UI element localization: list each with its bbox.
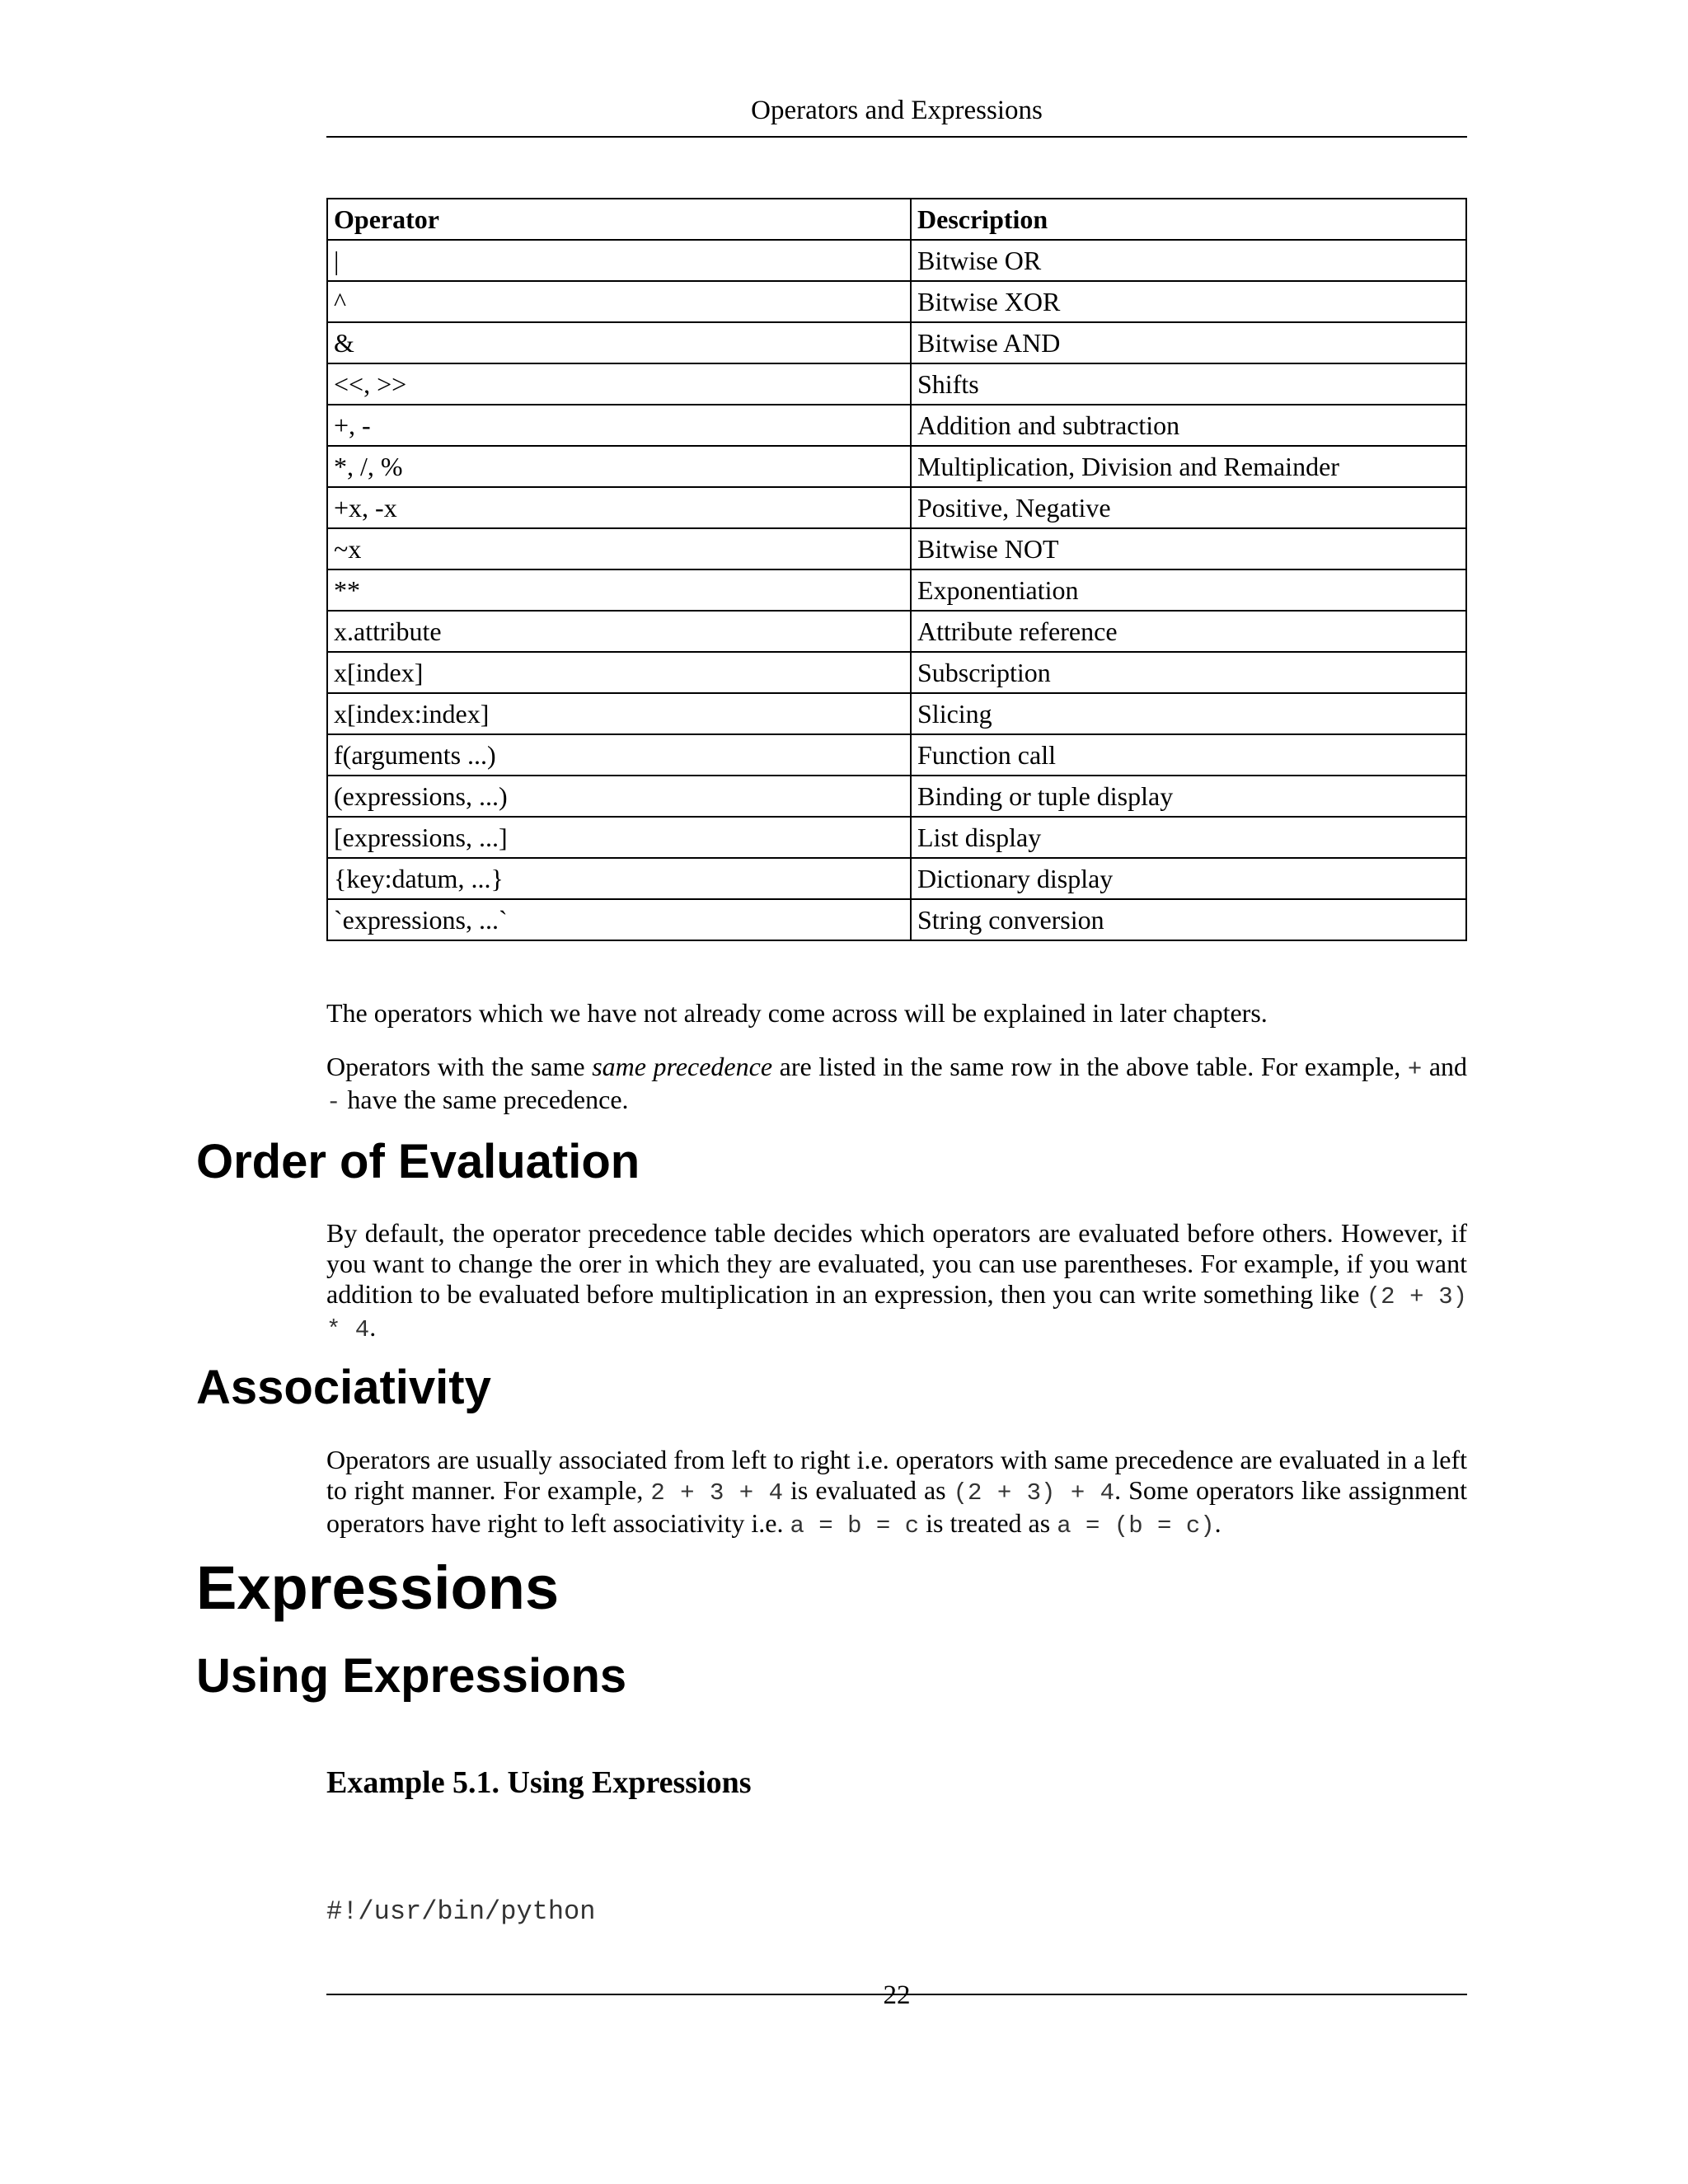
header-rule xyxy=(326,136,1467,138)
table-row xyxy=(327,240,1466,281)
operator-cell: [expressions, ...] xyxy=(327,817,911,858)
operator-cell: {key:datum, ...} xyxy=(327,858,911,899)
column-header-operator: Operator xyxy=(327,199,911,240)
table-row xyxy=(327,446,1466,487)
operator-cell: x[index:index] xyxy=(327,693,911,734)
table-row xyxy=(327,734,1466,776)
assoc-text-3: . Some operators like assignment operators have right to left associativity i.e. xyxy=(326,1475,1468,1538)
table-row xyxy=(327,899,1466,940)
later-chapters-paragraph: The operators which we have not already come across will be explained in later chapters. xyxy=(326,998,1268,1028)
description-cell: Multiplication, Division and Remainder xyxy=(911,446,1466,487)
heading-using-expressions: Using Expressions xyxy=(196,1649,627,1703)
order-example-code: (2 + 3) * 4 xyxy=(326,1283,1468,1343)
description-cell: Attribute reference xyxy=(911,611,1466,652)
order-text-end: . xyxy=(369,1312,377,1342)
table-row xyxy=(327,363,1466,405)
operator-cell: (expressions, ...) xyxy=(327,776,911,817)
table-row xyxy=(327,405,1466,446)
operator-cell: f(arguments ...) xyxy=(327,734,911,776)
description-cell: Exponentiation xyxy=(911,569,1466,611)
precedence-text-4: have the same precedence. xyxy=(340,1085,629,1114)
table-body xyxy=(327,240,1466,940)
description-cell: Shifts xyxy=(911,363,1466,405)
assoc-text-1: Operators are usually associated from left to right i.e. operators with same precedence are evaluated in a left to right manner. For example, xyxy=(326,1445,1467,1505)
associativity-paragraph xyxy=(326,1445,1467,1541)
precedence-text-3: and xyxy=(1422,1052,1468,1081)
operator-cell: & xyxy=(327,322,911,363)
operator-precedence-table xyxy=(326,198,1467,941)
description-cell: Positive, Negative xyxy=(911,487,1466,528)
table-row xyxy=(327,322,1466,363)
assoc-code-3: a = b = c xyxy=(790,1512,920,1540)
assoc-code-1: 2 + 3 + 4 xyxy=(650,1479,784,1507)
description-cell: Subscription xyxy=(911,652,1466,693)
description-cell: Bitwise XOR xyxy=(911,281,1466,322)
operator-cell: x.attribute xyxy=(327,611,911,652)
description-cell: List display xyxy=(911,817,1466,858)
assoc-text-2: is evaluated as xyxy=(783,1475,954,1505)
assoc-text-5: . xyxy=(1214,1508,1221,1538)
plus-operator-code: + xyxy=(1407,1056,1423,1083)
column-header-description: Description xyxy=(911,199,1466,240)
table-row xyxy=(327,611,1466,652)
precedence-text-1: Operators with the same xyxy=(326,1052,593,1081)
table-row xyxy=(327,569,1466,611)
running-header: Operators and Expressions xyxy=(751,96,1043,125)
assoc-code-2: (2 + 3) + 4 xyxy=(953,1479,1115,1507)
description-cell: String conversion xyxy=(911,899,1466,940)
order-of-evaluation-paragraph xyxy=(326,1218,1467,1345)
table-row xyxy=(327,693,1466,734)
operator-cell: `expressions, ...` xyxy=(327,899,911,940)
description-cell: Function call xyxy=(911,734,1466,776)
heading-expressions: Expressions xyxy=(196,1554,560,1622)
order-text: By default, the operator precedence table decides which operators are evaluated before others. However, if you want to change the orer in which they are evaluated, you can use parentheses. For example, if you want addition to be evaluated before multiplication in an expression, then you can write something like xyxy=(326,1218,1467,1309)
minus-operator-code: - xyxy=(326,1089,341,1116)
operator-cell: ~x xyxy=(327,528,911,569)
operator-cell: +x, -x xyxy=(327,487,911,528)
table-row xyxy=(327,281,1466,322)
table-row xyxy=(327,858,1466,899)
assoc-text-4: is treated as xyxy=(919,1508,1057,1538)
operator-cell: | xyxy=(327,240,911,281)
description-cell: Bitwise OR xyxy=(911,240,1466,281)
assoc-code-4: a = (b = c) xyxy=(1057,1512,1215,1540)
precedence-text-2: are listed in the same row in the above table. For example, xyxy=(772,1052,1408,1081)
heading-associativity: Associativity xyxy=(196,1361,491,1414)
description-cell: Bitwise NOT xyxy=(911,528,1466,569)
table-row xyxy=(327,528,1466,569)
description-cell: Binding or tuple display xyxy=(911,776,1466,817)
table-row xyxy=(327,652,1466,693)
operator-cell: ** xyxy=(327,569,911,611)
heading-order-of-evaluation: Order of Evaluation xyxy=(196,1135,640,1188)
table-row xyxy=(327,817,1466,858)
code-shebang-line: #!/usr/bin/python xyxy=(326,1896,596,1927)
description-cell: Addition and subtraction xyxy=(911,405,1466,446)
precedence-paragraph xyxy=(326,1052,1467,1118)
description-cell: Dictionary display xyxy=(911,858,1466,899)
operator-cell: x[index] xyxy=(327,652,911,693)
description-cell: Bitwise AND xyxy=(911,322,1466,363)
example-title: Example 5.1. Using Expressions xyxy=(326,1765,752,1800)
table-row xyxy=(327,487,1466,528)
description-cell: Slicing xyxy=(911,693,1466,734)
operator-cell: <<, >> xyxy=(327,363,911,405)
table-header-row xyxy=(327,199,1466,240)
table-row xyxy=(327,776,1466,817)
operator-cell: *, /, % xyxy=(327,446,911,487)
page-number: 22 xyxy=(883,1980,911,2010)
precedence-emphasis: same precedence xyxy=(592,1052,773,1081)
operator-cell: +, - xyxy=(327,405,911,446)
operator-cell: ^ xyxy=(327,281,911,322)
